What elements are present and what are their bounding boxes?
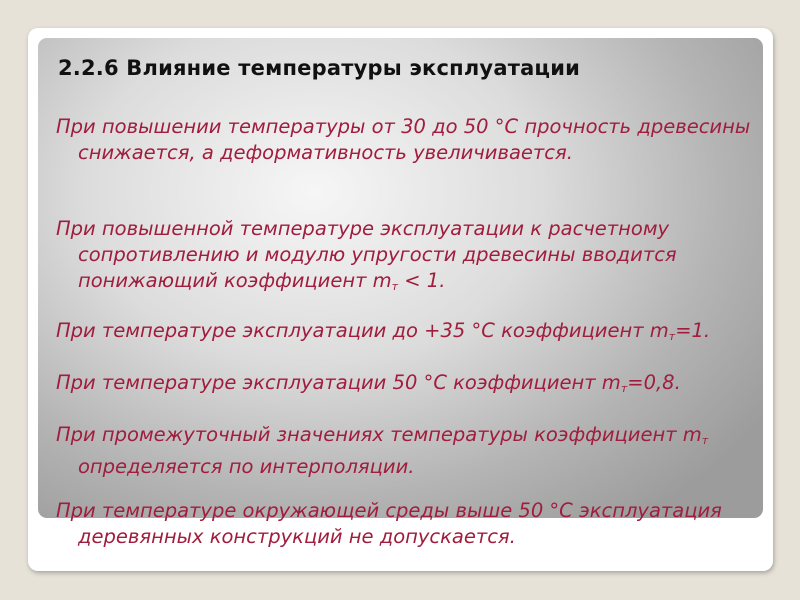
subscript-t: т [391, 280, 399, 293]
paragraph-interpolation-text: При промежуточный значениях температуры коэффициент m [56, 423, 702, 446]
paragraph-not-allowed [56, 498, 768, 550]
subscript-t: т [668, 330, 676, 343]
paragraph-35c-tail: =1. [675, 319, 711, 342]
paragraph-interpolation [56, 422, 768, 480]
paragraph-reduction-tail: < 1. [398, 269, 446, 292]
paragraph-reduction-text: При повышенной температуре эксплуатации к расчетному сопротивлению и модулю упругости древесины вводится понижающий коэффициент m [56, 217, 677, 292]
subscript-t: т [620, 382, 628, 395]
paragraph-reduction-coefficient [56, 216, 768, 300]
paragraph-35c [56, 318, 768, 350]
paragraph-interpolation-tail: определяется по интерполяции. [78, 455, 415, 478]
paragraph-strength-text: При повышении температуры от 30 до 50 °С прочность древесины снижается, а деформативность увеличивается. [56, 115, 751, 164]
paragraph-50c [56, 370, 768, 402]
paragraph-not-allowed-text: При температуре окружающей среды выше 50 °С эксплуатация деревянных конструкций не допускается. [56, 499, 722, 548]
paragraph-35c-text: При температуре эксплуатации до +35 °С коэффициент m [56, 319, 669, 342]
paragraph-50c-text: При температуре эксплуатации 50 °С коэффициент m [56, 371, 621, 394]
paragraph-strength [56, 114, 768, 166]
paragraph-50c-tail: =0,8. [627, 371, 681, 394]
slide-title: 2.2.6 Влияние температуры эксплуатации [58, 56, 581, 80]
subscript-t: т [701, 434, 709, 447]
